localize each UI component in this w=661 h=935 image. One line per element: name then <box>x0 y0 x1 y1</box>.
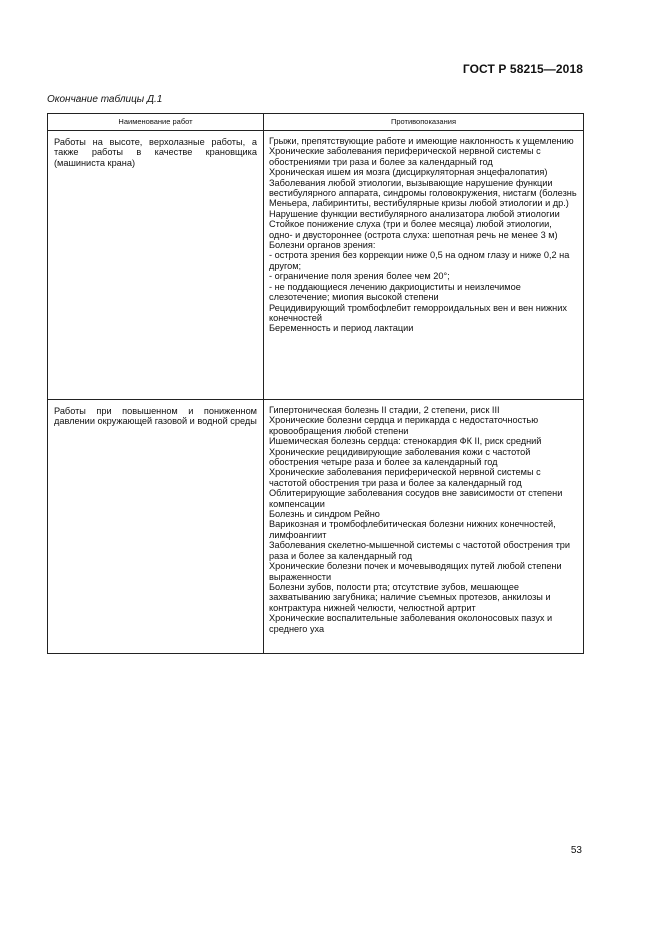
contraindication-line: Хроническая ишем ия мозга (дисциркуляторная энцефалопатия) <box>269 167 548 178</box>
contraindication-line: - острота зрения без коррекции ниже 0,5 на одном глазу и ниже 0,2 на другом; <box>269 250 570 271</box>
contraindication-line: Гипертоническая болезнь II стадии, 2 степени, риск III <box>269 405 500 415</box>
contraindication-line: Заболевания любой этиологии, вызывающие нарушение функции вестибулярного аппарата, синдромы головокружения, нистагм (болезнь Меньера, лабиринтиты, вестибулярные кризы любой этиологии и др.) <box>269 177 577 209</box>
contraindication-line: Рецидивирующий тромбофлебит геморроидальных вен и вен нижних конечностей <box>269 302 567 323</box>
contraindication-line: Нарушение функции вестибулярного анализатора любой этиологии <box>269 208 560 219</box>
contraindication-line: Хронические болезни почек и мочевыводящих путей любой степени выраженности <box>269 561 562 582</box>
contraindication-line: Хронические воспалительные заболевания околоносовых пазух и среднего уха <box>269 613 553 634</box>
contraindication-line: Ишемическая болезнь сердца: стенокардия ФК II, риск средний <box>269 436 542 447</box>
column-header-work: Наименование работ <box>48 114 264 131</box>
work-cell: Работы при повышенном и пониженном давлении окружающей газовой и водной среды <box>48 400 264 654</box>
contraindication-line: - ограничение поля зрения более чем 20°; <box>269 271 450 282</box>
page-number: 53 <box>570 845 582 856</box>
contraindication-line: Грыжи, препятствующие работе и имеющие наклонность к ущемлению <box>269 136 574 146</box>
contraindication-line: - не поддающиеся лечению дакриоциститы и неизлечимое слезотечение; миопия высокой степени <box>269 281 521 303</box>
table-header-row <box>48 114 584 131</box>
table-row <box>48 131 584 400</box>
contraindication-line: Болезни зубов, полости рта; отсутствие зубов, мешающее захватыванию загубника; наличие съемных протезов, анкилозы и контрактура нижней челюсти, челюстной артрит <box>269 581 551 613</box>
contraindication-line: Болезни органов зрения: <box>269 240 376 251</box>
table-caption: Окончание таблицы Д.1 <box>47 94 163 105</box>
contraindication-line: Хронические болезни сердца и перикарда с недостаточностью кровообращения любой степени <box>269 415 539 436</box>
contraindication-line: Хронические заболевания периферической нервной системы с частотой обострения три раза и более за календарный год <box>269 467 541 488</box>
contraindication-line: Болезнь и синдром Рейно <box>269 509 380 520</box>
column-header-contraindications: Противопоказания <box>264 114 584 131</box>
contraindication-line: Хронические рецидивирующие заболевания кожи с частотой обострения четыре раза и более за календарный год <box>269 446 531 468</box>
contraindications-table <box>47 113 584 654</box>
contraindications-cell <box>264 131 584 400</box>
work-cell: Работы на высоте, верхолазные работы, а также работы в качестве крановщика (машиниста крана) <box>48 131 264 400</box>
contraindication-line: Стойкое понижение слуха (три и более месяца) любой этиологии, одно- и двустороннее (острота слуха: шепотная речь не менее 3 м) <box>269 219 558 240</box>
contraindication-line: Варикозная и тромбофлебитическая болезни нижних конечностей, лимфоангиит <box>269 519 556 540</box>
contraindication-line: Хронические заболевания периферической нервной системы с обострениями три раза и более за календарный год <box>269 146 541 167</box>
contraindication-line: Облитерирующие заболевания сосудов вне зависимости от степени компенсации <box>269 488 563 509</box>
contraindications-cell <box>264 400 584 654</box>
standard-header: ГОСТ Р 58215—2018 <box>462 62 583 76</box>
table-row <box>48 400 584 654</box>
contraindication-line: Заболевания скелетно-мышечной системы с частотой обострения три раза и более за календарный год <box>269 540 571 561</box>
contraindication-line: Беременность и период лактации <box>269 323 414 334</box>
